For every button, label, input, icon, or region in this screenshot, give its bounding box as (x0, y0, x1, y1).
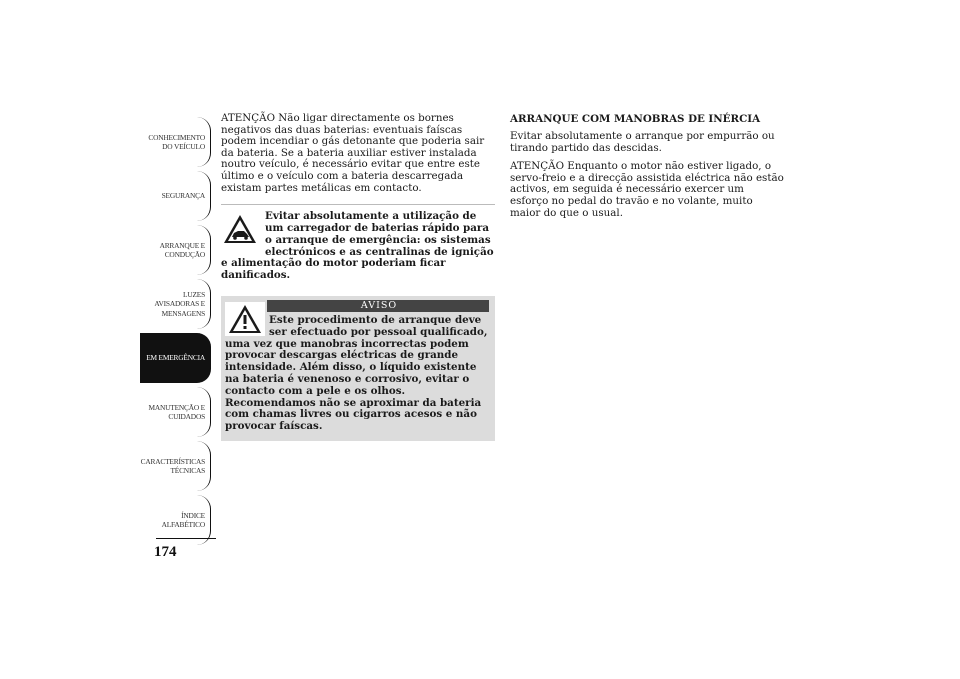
page-number: 174 (154, 544, 177, 560)
tab-label: EM EMERGÊNCIA (146, 353, 205, 363)
caution-block (221, 211, 495, 282)
paragraph-2: ATENÇÃO Enquanto o motor não estiver ligado, o servo-freio e a direcção assistida eléctrica não estão activos, em seguida é necessário exercer um esforço no pedal do travão e no volante, muito maior do que o usual. (510, 160, 784, 219)
tab-label: MANUTENÇÃO E CUIDADOS (148, 402, 205, 421)
tab-caracteristicas-tecnicas[interactable] (140, 441, 211, 491)
right-column (510, 113, 785, 219)
caution-text: Evitar absolutamente a utilização de um carregador de baterias rápido para o arranque de emergência: os sistemas electrónicos e as centralinas de ignição e alimentação do motor poderiam ficar danificados. (221, 210, 494, 282)
tab-seguranca[interactable] (140, 171, 211, 221)
warning-title: AVISO (267, 300, 489, 312)
attention-paragraph: ATENÇÃO Não ligar directamente os bornes negativos das duas baterias: eventuais faíscas podem incendiar o gás detonante que poderia sair da bateria. Se a bateria auxiliar estiver instalada noutro veículo, é necessário evitar que entre este último e o veículo com a bateria descarregada existam partes metálicas em contacto. (221, 112, 485, 194)
tab-label: ARRANQUE E CONDUÇÃO (159, 240, 205, 259)
tab-label: SEGURANÇA (161, 191, 205, 201)
tab-label: ÍNDICE ALFABÉTICO (161, 510, 205, 529)
exclamation-warning-icon (225, 302, 265, 336)
warning-text: Este procedimento de arranque deve ser efectuado por pessoal qualificado, uma vez que manobras incorrectas podem provocar descargas eléctricas de grande intensidade. Além disso, o líquido existente na bateria é venenoso e corrosivo, evitar o contacto com a pele e os olhos. Recomendamos não se aproximar da bateria com chamas livres ou cigarros acesos e não provocar faíscas. (225, 313, 488, 433)
tab-em-emergencia[interactable] (140, 333, 211, 383)
tab-label: CARACTERÍSTICAS TÉCNICAS (140, 456, 205, 475)
page-divider (156, 538, 216, 539)
chapter-sidebar (140, 117, 211, 549)
car-caution-icon (221, 213, 259, 245)
tab-arranque-e-conducao[interactable] (140, 225, 211, 275)
section-heading: ARRANQUE COM MANOBRAS DE INÉRCIA (510, 113, 761, 125)
paragraph-1: Evitar absolutamente o arranque por empurrão ou tirando partido das descidas. (510, 130, 775, 154)
tab-conhecimento-do-veiculo[interactable] (140, 117, 211, 167)
warning-box (221, 296, 495, 441)
tab-label: CONHECIMENTO DO VEÍCULO (148, 132, 205, 151)
tab-manutencao-e-cuidados[interactable] (140, 387, 211, 437)
left-column (221, 113, 495, 441)
section-divider (221, 204, 495, 205)
tab-label: LUZES AVISADORAS E MENSAGENS (154, 289, 205, 318)
tab-luzes-avisadoras[interactable] (140, 279, 211, 329)
